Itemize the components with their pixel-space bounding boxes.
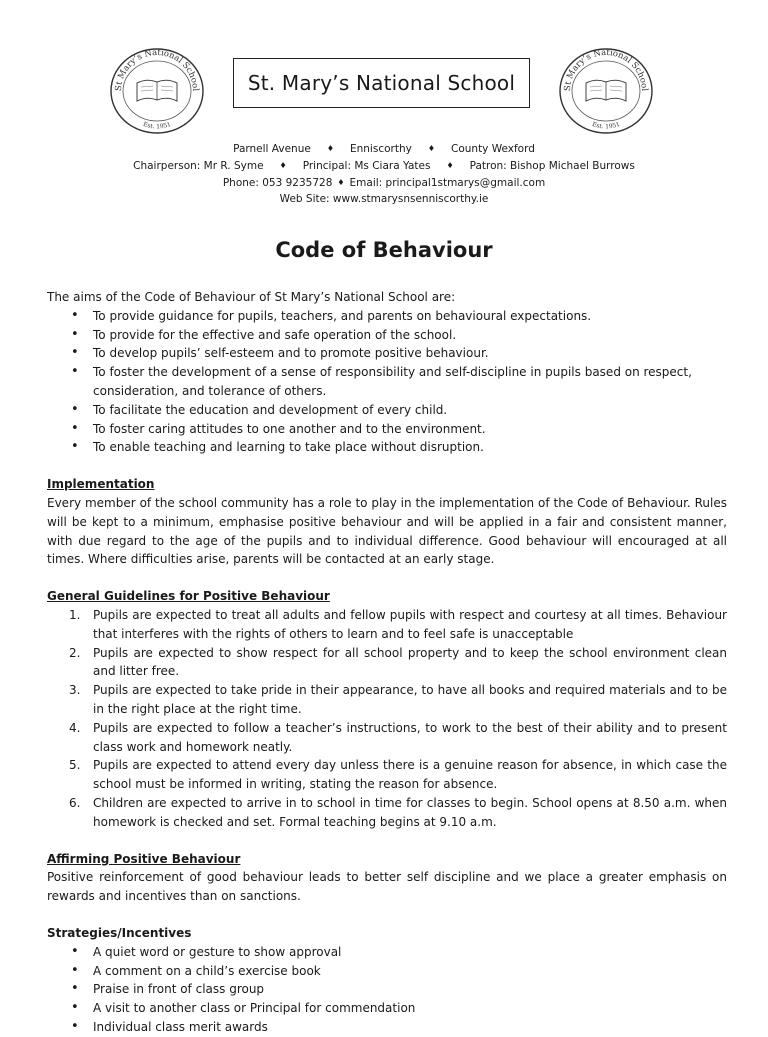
address-line bbox=[0, 143, 768, 155]
list-item: 2. Pupils are expected to show respect for all school property and to keep the school environment clean and litter free. bbox=[69, 645, 727, 679]
strategies-heading: Strategies/Incentives bbox=[47, 925, 192, 940]
svg-text:St Mary’s National School: St Mary’s National School bbox=[113, 47, 201, 92]
strategies-list bbox=[47, 943, 727, 1037]
website: Web Site: www.stmarysnsenniscorthy.ie bbox=[279, 193, 489, 205]
list-item: • Praise in front of class group bbox=[47, 980, 727, 999]
website-line bbox=[0, 193, 768, 205]
separator-diamond-icon: ♦ bbox=[446, 161, 454, 170]
list-item: • A visit to another class or Principal for commendation bbox=[47, 999, 727, 1018]
page-title: Code of Behaviour bbox=[275, 238, 493, 262]
address-town: Enniscorthy bbox=[349, 143, 412, 155]
guidelines-heading: General Guidelines for Positive Behaviour bbox=[47, 589, 330, 604]
implementation-text: Every member of the school community has a role to play in the implementation of the Code of Behaviour. Rules will be kept to a minimum, emphasise positive behaviour and will be applied in a fair and consistent manner, with due regard to the age of the pupils and to individual difference. Good behaviour will encouraged at all times. Where difficulties arise, parents will be contacted at an early stage. bbox=[47, 495, 727, 567]
list-item: 1. Pupils are expected to treat all adults and fellow pupils with respect and courtesy at all times. Behaviour that interferes with the rights of others to learn and to feel safe is unacceptable bbox=[69, 607, 727, 641]
list-item: • To facilitate the education and development of every child. bbox=[47, 401, 727, 420]
list-item: • To provide guidance for pupils, teachers, and parents on behavioural expectations. bbox=[47, 307, 727, 326]
patron: Patron: Bishop Michael Burrows bbox=[469, 160, 635, 172]
list-item: • A comment on a child’s exercise book bbox=[47, 962, 727, 981]
svg-text:St Mary’s National School: St Mary’s National School bbox=[562, 47, 650, 92]
officers-line bbox=[0, 160, 768, 172]
list-item: • To enable teaching and learning to take place without disruption. bbox=[47, 438, 727, 457]
address-county: County Wexford bbox=[451, 143, 535, 155]
list-item: • To provide for the effective and safe operation of the school. bbox=[47, 326, 727, 345]
affirming-heading: Affirming Positive Behaviour bbox=[47, 851, 241, 866]
list-item: • To develop pupils’ self-esteem and to promote positive behaviour. bbox=[47, 344, 727, 363]
list-item: 5. Pupils are expected to attend every day unless there is a genuine reason for absence, in which case the school must be informed in writing, stating the reason for absence. bbox=[69, 758, 727, 792]
guidelines-list bbox=[47, 606, 727, 832]
separator-diamond-icon: ♦ bbox=[279, 161, 287, 170]
list-item: • A quiet word or gesture to show approval bbox=[47, 943, 727, 962]
list-item: • To foster the development of a sense of responsibility and self-discipline in pupils based on respect, consideration, and tolerance of others. bbox=[47, 363, 727, 401]
separator-diamond-icon: ♦ bbox=[326, 144, 334, 153]
list-item: 6. Children are expected to arrive in to school in time for classes to begin. School opens at 8.50 a.m. when homework is checked and set. Formal teaching begins at 9.10 a.m. bbox=[69, 795, 727, 829]
school-seal-left-icon bbox=[107, 45, 207, 137]
school-name: St. Mary’s National School bbox=[247, 71, 516, 95]
principal: Principal: Ms Ciara Yates bbox=[302, 160, 431, 172]
phone: Phone: 053 9235728 bbox=[222, 177, 333, 189]
svg-text:Est. 1951: Est. 1951 bbox=[591, 120, 621, 131]
school-seal-right-icon bbox=[556, 45, 656, 137]
chairperson: Chairperson: Mr R. Syme bbox=[133, 160, 264, 172]
svg-text:Est. 1951: Est. 1951 bbox=[142, 120, 172, 131]
list-item: 3. Pupils are expected to take pride in their appearance, to have all books and required materials and to be in the right place at the right time. bbox=[69, 683, 727, 716]
list-item: • Individual class merit awards bbox=[47, 1018, 727, 1037]
list-item: • To foster caring attitudes to one another and to the environment. bbox=[47, 420, 727, 439]
separator-diamond-icon: ♦ bbox=[337, 178, 345, 187]
school-name-box bbox=[233, 58, 530, 108]
document-body bbox=[47, 288, 727, 1037]
list-item: 4. Pupils are expected to follow a teacher’s instructions, to work to the best of their ability and to present class work and homework neatly. bbox=[69, 720, 727, 754]
aims-list bbox=[47, 307, 727, 457]
aims-intro: The aims of the Code of Behaviour of St Mary’s National School are: bbox=[47, 290, 456, 304]
phone-email-line bbox=[0, 177, 768, 189]
separator-diamond-icon: ♦ bbox=[427, 144, 435, 153]
implementation-heading: Implementation bbox=[47, 477, 155, 492]
address-street: Parnell Avenue bbox=[233, 143, 311, 155]
email: Email: principal1stmarys@gmail.com bbox=[349, 177, 546, 189]
affirming-text: Positive reinforcement of good behaviour leads to better self discipline and we place a greater emphasis on rewards and incentives than on sanctions. bbox=[47, 870, 727, 904]
